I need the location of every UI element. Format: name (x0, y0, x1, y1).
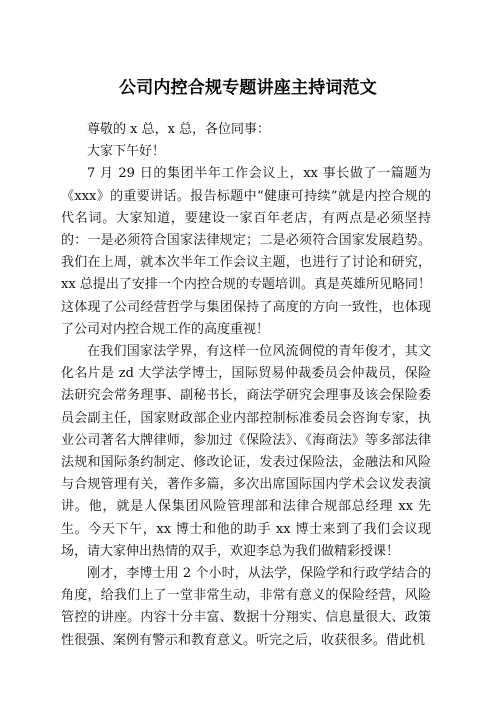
salutation-paragraph: 尊敬的 x 总，x 总，各位同事： (87, 122, 271, 137)
document-body (61, 119, 431, 652)
body-paragraph: 7 月 29 日的集团半年工作会议上，xx 事长做了一篇题为《xxx》的重要讲话。报告标题中“健康可持续”就是内控合规的代名词。大家知道，要建设一家百年老店，有两点是必须坚持的：一是必须符合国家法律规定；二是必须符合国家发展趋势。我们在上周，就本次半年工作会议主题，也进行了讨论和研究，xx 总提出了安排一个内控合规的专题培训。真是英雄所见略同！这体现了公司经营哲学与集团保持了高度的方向一致性，也体现了公司对内控合规工作的高度重视！ (61, 166, 431, 337)
body-paragraph: 在我们国家法学界，有这样一位风流倜傥的青年俊才，其文化名片是 zd 大学法学博士，国际贸易仲裁委员会仲裁员，保险法研究会常务理事、副秘书长，商法学研究会理事及该会保险委员会副主任，国家财政部企业内部控制标准委员会咨询专家，执业公司著名大牌律师，参加过《保险法》、《海商法》等多部法律法规和国际条约制定、修改论证，发表过保险法，金融法和风险与合规管理有关，著作多篇，多次出席国际国内学术会议发表演讲。他，就是人保集团风险管理部和法律合规部总经理 xx 先生。今天下午，xx 博士和他的助手 xx 博士来到了我们会议现场，请大家伸出热情的双手，欢迎李总为我们做精彩授课！ (61, 344, 431, 559)
document-title: 公司内控合规专题讲座主持词范文 (119, 78, 377, 98)
body-paragraph: 刚才，李博士用 2 个小时，从法学，保险学和行政学结合的角度，给我们上了一堂非常生动，非常有意义的保险经营，风险管控的讲座。内容十分丰富、数据十分翔实、信息量很大、政策性很强、案例有警示和教育意义。听完之后，收获很多。借此机 (61, 566, 431, 648)
greeting-paragraph: 大家下午好！ (87, 144, 166, 160)
